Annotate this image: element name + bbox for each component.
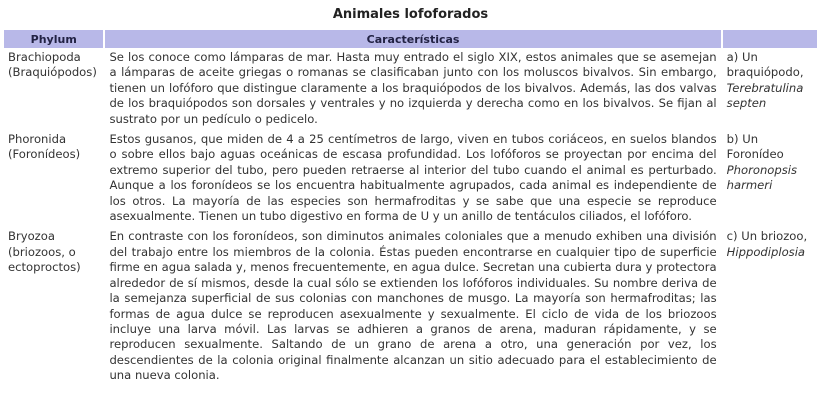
description-cell: En contraste con los foronídeos, son diminutos animales coloniales que a menudo exhiben una división del trabajo entre los miembros de la colonia. Éstas pueden encontrarse en cualquier tipo de superficie firme en agua salada y, menos frecuentemente, en agua dulce. Secretan una cubierta dura y protectora alrededor de sí mismos, desde la cual sólo se extienden los lofóforos individuales. Su nombre deriva de la semejanza superficial de sus colonias con manchones de musgo. La mayoría son hermafroditas; las formas de agua dulce se reproducen asexualmente y sexualmente. El ciclo de vida de los briozoos incluye una larva móvil. Las larvas se adhieren a granos de arena, maduran rápidamente, y se reproducen sexualmente. Saltando de un grano de arena a otro, una generación por vez, los descendientes de la colonia original finalmente alcanzan un sitio adecuado para el establecimiento de una nueva colonia.	[109, 229, 717, 383]
example-label: a) Un braquiópodo,	[726, 50, 804, 80]
species-name: Terebratulina septen	[726, 80, 804, 111]
table-row	[4, 132, 817, 227]
example-cell	[723, 132, 817, 227]
lophophorate-table	[2, 28, 819, 389]
example-cell	[723, 50, 817, 130]
phylum-cell: Brachiopoda (Braquiópodos)	[8, 50, 97, 80]
phylum-cell: Phoronida (Foronídeos)	[8, 132, 81, 162]
example-label: b) Un Foronídeo	[726, 132, 784, 162]
species-name: Hippodiplosia	[726, 244, 806, 259]
header-characteristics: Características	[105, 30, 720, 48]
header-example	[723, 30, 817, 48]
description-cell: Estos gusanos, que miden de 4 a 25 centímetros de largo, viven en tubos coriáceos, en suelos blandos o sobre ellos bajo aguas oceánicas de escasa profundidad. Los lofóforos se proyectan por encima del extremo superior del tubo, pero pueden retraerse al interior del tubo cuando el animal es perturbado. Aunque a los foronídeos se los encuentra habitualmente agrupados, cada animal es independiente de los otros. La mayoría de las especies son hermafroditas y se sabe que una especie se reproduce asexualmente. Tienen un tubo digestivo en forma de U y un anillo de tentáculos ciliados, el lofóforo.	[109, 132, 717, 224]
page-content	[2, 0, 819, 389]
phylum-cell: Bryozoa (briozoos, o ectoproctos)	[8, 229, 81, 275]
table-row	[4, 229, 817, 386]
species-name: Phoronopsis harmeri	[726, 162, 798, 193]
description-cell: Se los conoce como lámparas de mar. Hasta muy entrado el siglo XIX, estos animales que se asemejan a lámparas de aceite griegas o romanas se clasificaban junto con los moluscos bivalvos. Sin embargo, tienen un lofóforo que distingue claramente a los braquiópodos de los bivalvos. Además, las dos valvas de los braquiópodos son dorsales y ventrales y no izquierda y derecha como en los bivalvos. Se fijan al sustrato por un pedículo o pedicelo.	[109, 50, 717, 126]
example-label: c) Un briozoo,	[726, 229, 808, 244]
header-phylum: Phylum	[4, 30, 103, 48]
table-title: Animales lofoforados	[332, 7, 489, 22]
table-row	[4, 50, 817, 130]
example-cell	[723, 229, 817, 386]
table-header-row	[4, 30, 817, 48]
